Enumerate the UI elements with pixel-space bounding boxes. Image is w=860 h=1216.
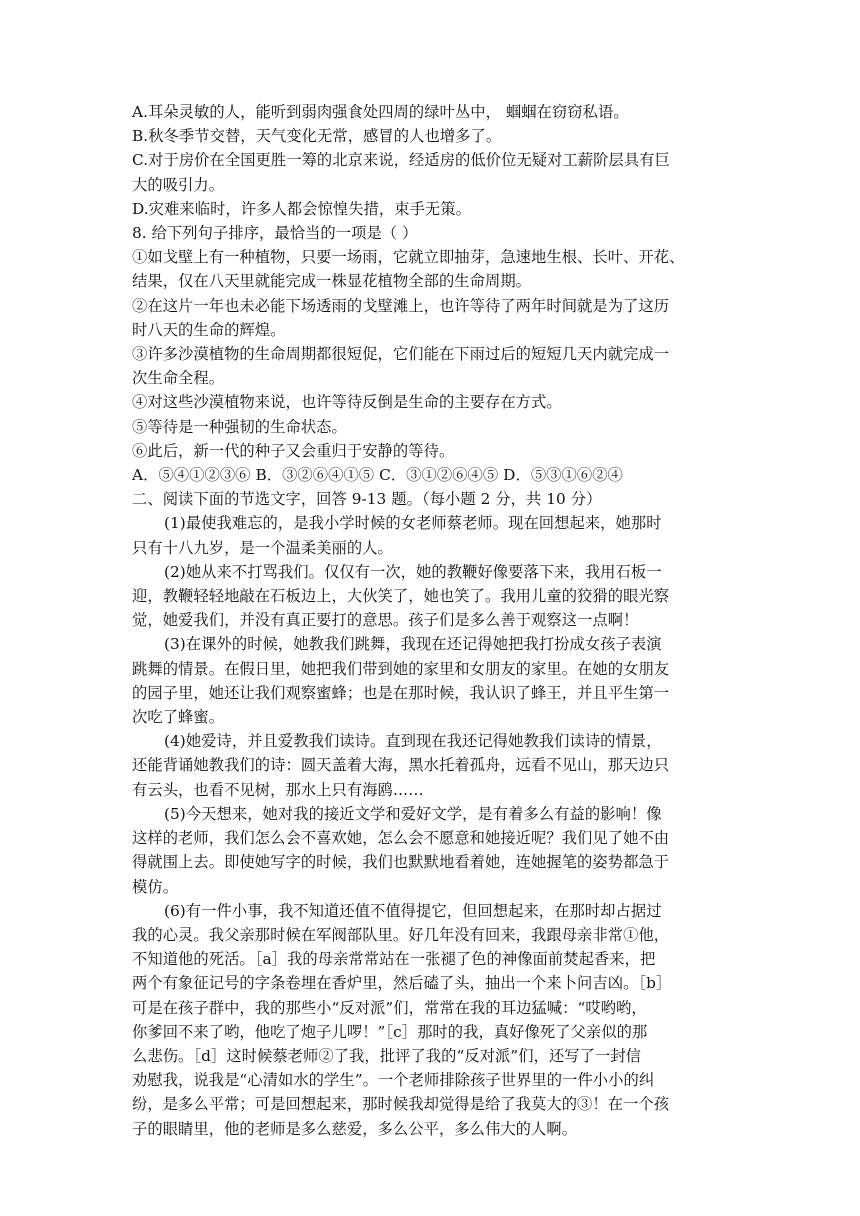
text-line: 次吃了蜂蜜。: [132, 708, 225, 727]
text-line: 么悲伤。［d］这时候蔡老师②了我，批评了我的“反对派”们，还写了一封信: [132, 1046, 642, 1065]
text-line: (1)最使我难忘的，是我小学时候的女老师蔡老师。现在回想起来，她那时: [164, 514, 662, 533]
text-line: 有云头，也看不见树，那水上只有海鸥……: [132, 780, 424, 799]
text-line: 劝慰我，说我是“心清如水的学生”。一个老师排除孩子世界里的一件小小的纠: [132, 1071, 655, 1090]
text-line: ⑥此后，新一代的种子又会重归于安静的等待。: [132, 441, 455, 460]
text-line: 模仿。: [132, 877, 179, 896]
text-line: 可是在孩子群中，我的那些小“反对派”们，常常在我的耳边猛喊：“哎哟哟，: [132, 998, 647, 1017]
text-line: 迎，教鞭轻轻地敲在石板边上，大伙笑了，她也笑了。我用儿童的狡猾的眼光察: [132, 587, 670, 606]
text-line: (3)在课外的时候，她教我们跳舞，我现在还记得她把我打扮成女孩子表演: [164, 635, 662, 654]
text-line: (4)她爱诗，并且爱教我们读诗。直到现在我还记得她教我们读诗的情景，: [164, 732, 662, 751]
text-line: 的园子里，她还让我们观察蜜蜂；也是在那时候，我认识了蜂王，并且平生第一: [132, 683, 670, 702]
text-line: 觉，她爱我们，并没有真正要打的意思。孩子们是多么善于观察这一点啊！: [132, 611, 639, 630]
text-line: 只有十八九岁，是一个温柔美丽的人。: [132, 538, 393, 557]
text-line: 这样的老师，我们怎么会不喜欢她，怎么会不愿意和她接近呢？我们见了她不由: [132, 829, 670, 848]
text-line: 还能背诵她教我们的诗：圆天盖着大海，黑水托着孤舟，远看不见山，那天边只: [132, 756, 670, 775]
text-line: 二、阅读下面的节选文字，回答 9-13 题。（每小题 2 分，共 10 分）: [132, 490, 602, 509]
text-line: 不知道他的死活。［a］我的母亲常常站在一张褪了色的神像面前焚起香来，把: [132, 950, 656, 969]
text-line: (5)今天想来，她对我的接近文学和爱好文学，是有着多么有益的影响！像: [164, 804, 662, 823]
text-line: (2)她从来不打骂我们。仅仅有一次，她的教鞭好像要落下来，我用石板一: [164, 562, 662, 581]
document-page: [132, 100, 736, 1141]
text-line: 你爹回不来了哟，他吃了炮子儿啰！”［c］那时的我，真好像死了父亲似的那: [132, 1022, 648, 1041]
text-line: 两个有象征记号的字条卷埋在香炉里，然后磕了头，抽出一个来卜问吉凶。［b］: [132, 974, 672, 993]
text-line: B.秋冬季节交替，天气变化无常，感冒的人也增多了。: [132, 127, 502, 146]
text-line: 得就围上去。即使她写字的时候，我们也默默地看着她，连她握笔的姿势都急于: [132, 853, 670, 872]
text-line: ③许多沙漠植物的生命周期都很短促，它们能在下雨过后的短短几天内就完成一: [132, 345, 670, 364]
text-line: ①如戈壁上有一种植物，只要一场雨，它就立即抽芽，急速地生根、长叶、开花、: [132, 248, 685, 267]
text-line: 跳舞的情景。在假日里，她把我们带到她的家里和女朋友的家里。在她的女朋友: [132, 659, 670, 678]
text-line: 结果，仅在八天里就能完成一株显花植物全部的生命周期。: [132, 272, 532, 291]
text-line: C.对于房价在全国更胜一筹的北京来说，经适房的低价位无疑对工薪阶层具有巨: [132, 151, 670, 170]
text-line: ⑤等待是一种强韧的生命状态。: [132, 417, 347, 436]
text-line: 次生命全程。: [132, 369, 225, 388]
text-line: A．⑤④①②③⑥ B．③②⑥④①⑤ C．③①②⑥④⑤ D．⑤③①⑥②④: [132, 466, 623, 485]
text-line: ②在这片一年也未必能下场透雨的戈壁滩上，也许等待了两年时间就是为了这历: [132, 296, 670, 315]
text-line: D.灾难来临时，许多人都会惊惶失措，束手无策。: [132, 199, 471, 218]
text-line: 大的吸引力。: [132, 175, 225, 194]
text-line: ④对这些沙漠植物来说，也许等待反倒是生命的主要存在方式。: [132, 393, 562, 412]
text-line: 我的心灵。我父亲那时候在军阀部队里。好几年没有回来，我跟母亲非常①他，: [132, 925, 670, 944]
text-line: 时八天的生命的辉煌。: [132, 320, 286, 339]
text-line: 子的眼睛里，他的老师是多么慈爱，多么公平，多么伟大的人啊。: [132, 1119, 578, 1138]
text-line: 8. 给下列句子排序，最恰当的一项是（ ）: [132, 224, 418, 243]
text-line: A.耳朵灵敏的人，能听到弱肉强食处四周的绿叶丛中， 蝈蝈在窃窃私语。: [132, 103, 629, 121]
text-line: 纷，是多么平常；可是回想起来，那时候我却觉得是给了我莫大的③！在一个孩: [132, 1095, 670, 1114]
text-line: (6)有一件小事，我不知道还值不值得提它，但回想起来，在那时却占据过: [164, 901, 662, 920]
